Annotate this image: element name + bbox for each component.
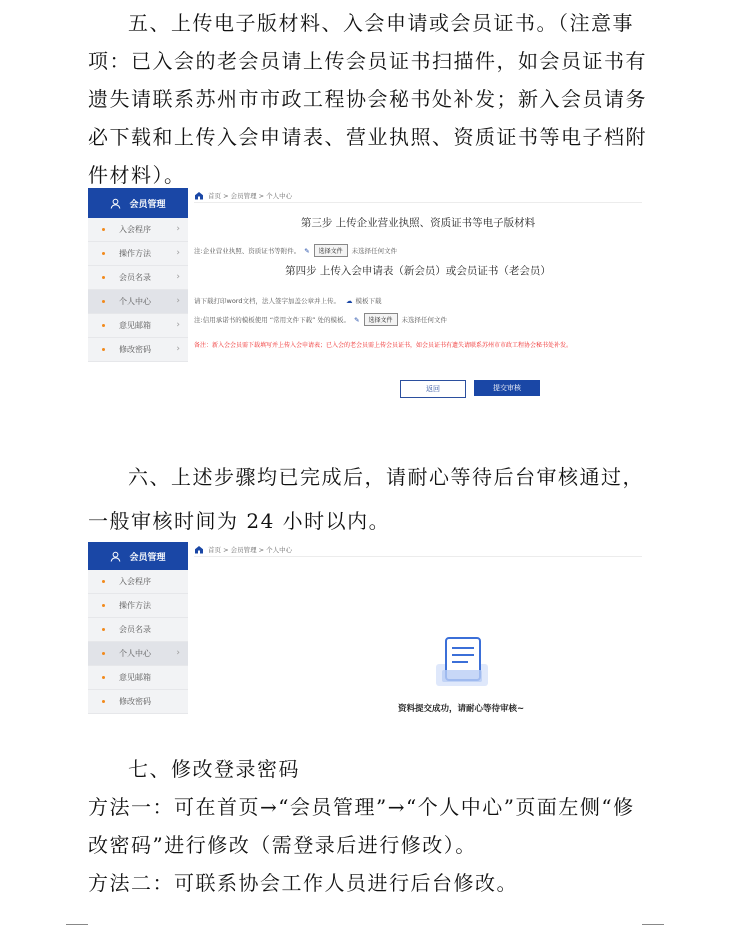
commitment-note: 注:信用承诺书的模板使用 “常用文件下载” 处的模板。 bbox=[194, 316, 351, 324]
sidebar-item-label: 修改密码 bbox=[119, 345, 151, 354]
no-file-text-2: 未选择任何文件 bbox=[401, 316, 448, 324]
sidebar-item-change-password[interactable] bbox=[88, 338, 188, 362]
sidebar-title: 会员管理 bbox=[129, 199, 166, 210]
sidebar-item-personal-center[interactable] bbox=[88, 642, 188, 666]
bullet-icon bbox=[102, 700, 105, 703]
step3-upload-row bbox=[194, 244, 642, 257]
paperclip-icon: ✎ bbox=[354, 315, 360, 324]
sidebar-item-label: 个人中心 bbox=[119, 297, 151, 306]
paragraph-step6: 六、上述步骤均已完成后，请耐心等待后台审核通过，一般审核时间为 24 小时以内。 bbox=[88, 465, 644, 533]
main-panel bbox=[194, 188, 642, 393]
method2-text: 方法二：可联系协会工作人员进行后台修改。 bbox=[88, 871, 518, 895]
bullet-icon bbox=[102, 324, 105, 327]
success-page-screenshot bbox=[88, 542, 642, 718]
sidebar-item-join-process[interactable] bbox=[88, 218, 188, 242]
method1-text: 方法一：可在首页→“会员管理”→“个人中心”页面左侧“修改密码”进行修改（需登录后进行修改）。 bbox=[88, 795, 635, 857]
back-button[interactable]: 返回 bbox=[400, 380, 466, 398]
sidebar-item-label: 操作方法 bbox=[119, 249, 151, 258]
chevron-right-icon: › bbox=[176, 320, 180, 330]
chevron-right-icon: › bbox=[176, 272, 180, 282]
download-row bbox=[194, 296, 642, 305]
remark-text: 备注：新入会会员需下载填写并上传入会申请表；已入会的老会员需上传会员证书，如会员证书有遗失请联系苏州市市政工程协会秘书处补发。 bbox=[194, 342, 573, 349]
sidebar-item-label: 意见邮箱 bbox=[119, 321, 151, 330]
bullet-icon bbox=[102, 604, 105, 607]
breadcrumb bbox=[194, 188, 642, 203]
sidebar-item-personal-center[interactable] bbox=[88, 290, 188, 314]
bullet-icon bbox=[102, 348, 105, 351]
sidebar-item-change-password[interactable] bbox=[88, 690, 188, 714]
sidebar-item-label: 操作方法 bbox=[119, 601, 151, 610]
sidebar-item-label: 意见邮箱 bbox=[119, 673, 151, 682]
sidebar-title: 会员管理 bbox=[129, 552, 166, 563]
sidebar-item-feedback[interactable] bbox=[88, 314, 188, 338]
step3-title: 第三步 上传企业营业执照、资质证书等电子版材料 bbox=[300, 217, 536, 229]
bullet-icon bbox=[102, 276, 105, 279]
choose-file-button[interactable]: 选择文件 bbox=[314, 244, 348, 257]
sidebar-item-operation[interactable] bbox=[88, 594, 188, 618]
breadcrumb bbox=[194, 542, 642, 557]
chevron-right-icon: › bbox=[176, 296, 180, 306]
submit-review-button[interactable]: 提交审核 bbox=[474, 380, 540, 396]
paperclip-icon: ✎ bbox=[304, 246, 310, 255]
sidebar bbox=[88, 542, 188, 714]
sidebar-item-label: 个人中心 bbox=[119, 649, 151, 658]
upload-page-screenshot bbox=[88, 188, 642, 400]
bullet-icon bbox=[102, 628, 105, 631]
paragraph-step5: 五、上传电子版材料、入会申请或会员证书。（注意事项：已入会的老会员请上传会员证书扫描件，如会员证书有遗失请联系苏州市市政工程协会秘书处补发；新入会员请务必下载和上传入会申请表、营业执照、资质证书等电子档附件材料）。 bbox=[88, 11, 647, 187]
sidebar-item-feedback[interactable] bbox=[88, 666, 188, 690]
success-message: 资料提交成功，请耐心等待审核~ bbox=[398, 704, 525, 714]
sidebar-item-label: 修改密码 bbox=[119, 697, 151, 706]
bullet-icon bbox=[102, 580, 105, 583]
sidebar-item-directory[interactable] bbox=[88, 618, 188, 642]
chevron-right-icon: › bbox=[176, 344, 180, 354]
section7-title: 七、修改登录密码 bbox=[128, 757, 300, 781]
step4-title: 第四步 上传入会申请表（新会员）或会员证书（老会员） bbox=[285, 265, 551, 277]
sidebar-header bbox=[88, 542, 188, 570]
template-download-link[interactable]: 模板下载 bbox=[355, 297, 382, 305]
sidebar-item-operation[interactable] bbox=[88, 242, 188, 266]
bullet-icon bbox=[102, 300, 105, 303]
user-icon bbox=[110, 551, 121, 562]
sidebar-header bbox=[88, 188, 188, 218]
main-panel bbox=[194, 542, 642, 714]
cloud-download-icon: ☁ bbox=[345, 296, 353, 305]
sidebar-item-join-process[interactable] bbox=[88, 570, 188, 594]
sidebar-item-directory[interactable] bbox=[88, 266, 188, 290]
user-icon bbox=[110, 198, 121, 209]
bullet-icon bbox=[102, 252, 105, 255]
sidebar-item-label: 会员名录 bbox=[119, 625, 151, 634]
no-file-text: 未选择任何文件 bbox=[351, 247, 398, 255]
step3-note: 注:企业营业执照、资质证书等附件。 bbox=[194, 247, 301, 255]
home-icon bbox=[194, 191, 204, 200]
chevron-right-icon: › bbox=[176, 224, 180, 234]
bullet-icon bbox=[102, 676, 105, 679]
step4-upload-row bbox=[194, 313, 642, 326]
choose-file-button-2[interactable]: 选择文件 bbox=[364, 313, 398, 326]
download-hint: 请下载打印word文档，法人签字加盖公章并上传。 bbox=[194, 297, 340, 305]
chevron-right-icon: › bbox=[176, 648, 180, 658]
sidebar-item-label: 会员名录 bbox=[119, 273, 151, 282]
home-icon bbox=[194, 545, 204, 554]
sidebar bbox=[88, 188, 188, 362]
chevron-right-icon: › bbox=[176, 248, 180, 258]
sidebar-item-label: 入会程序 bbox=[119, 577, 151, 586]
sidebar-item-label: 入会程序 bbox=[119, 225, 151, 234]
document-success-icon bbox=[432, 634, 492, 690]
bullet-icon bbox=[102, 228, 105, 231]
breadcrumb-text: 首页 > 会员管理 > 个人中心 bbox=[208, 191, 293, 200]
bullet-icon bbox=[102, 652, 105, 655]
breadcrumb-text: 首页 > 会员管理 > 个人中心 bbox=[208, 545, 293, 554]
